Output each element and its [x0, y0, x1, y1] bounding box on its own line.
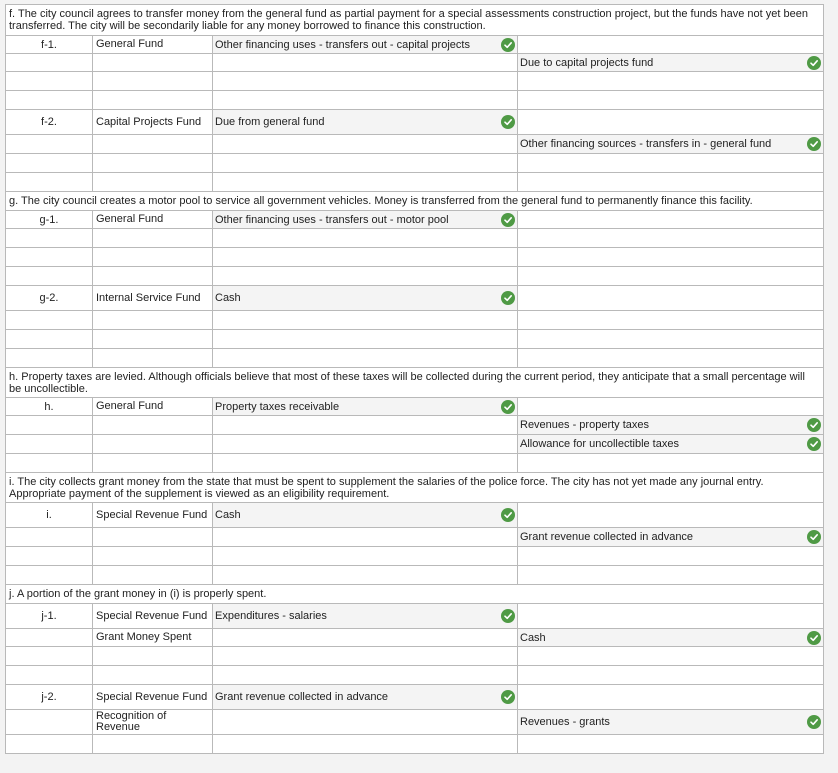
debit-account-value: Other financing uses - transfers out - capital projects [215, 38, 470, 51]
credit-account-value: Cash [520, 631, 546, 644]
credit-account-value: Revenues - grants [520, 716, 610, 728]
entry-label: h. [6, 398, 93, 415]
debit-account-field[interactable] [213, 286, 518, 310]
journal-row [6, 416, 824, 435]
debit-account-field[interactable] [213, 267, 518, 285]
check-circle-icon [807, 56, 821, 70]
check-circle-icon [501, 690, 515, 704]
section-description-h: h. Property taxes are levied. Although officials believe that most of these taxes will be collected during the current period, they anticipate that a small percentage will be uncollectible. [6, 368, 824, 398]
journal-row [6, 547, 824, 566]
credit-account-field[interactable] [518, 286, 824, 310]
check-circle-icon [807, 631, 821, 645]
credit-account-field[interactable] [518, 72, 824, 90]
fund-cell[interactable] [93, 311, 213, 329]
journal-row [6, 248, 824, 267]
debit-account-field[interactable] [213, 349, 518, 367]
check-circle-icon [501, 291, 515, 305]
credit-account-field[interactable] [518, 330, 824, 348]
debit-account-field[interactable] [213, 685, 518, 709]
debit-account-field[interactable] [213, 547, 518, 565]
entry-label: g-1. [6, 211, 93, 228]
check-circle-icon [501, 400, 515, 414]
debit-account-field[interactable] [213, 110, 518, 134]
entry-label [6, 173, 93, 191]
entry-label: i. [6, 503, 93, 527]
credit-account-field[interactable] [518, 91, 824, 109]
fund-cell[interactable]: Special Revenue Fund [93, 604, 213, 628]
credit-account-field[interactable] [518, 566, 824, 584]
fund-cell[interactable]: General Fund [93, 36, 213, 53]
check-circle-icon [501, 38, 515, 52]
credit-account-value: Other financing sources - transfers in - general fund [520, 138, 772, 150]
journal-row [6, 435, 824, 454]
credit-account-field[interactable] [518, 416, 824, 434]
journal-row [6, 154, 824, 173]
entry-label [6, 735, 93, 753]
debit-account-field[interactable] [213, 604, 518, 628]
fund-cell[interactable] [93, 566, 213, 584]
debit-account-value: Due from general fund [215, 116, 325, 128]
entry-label [6, 135, 93, 153]
debit-account-field[interactable] [213, 229, 518, 247]
debit-account-field[interactable] [213, 135, 518, 153]
journal-row [6, 72, 824, 91]
fund-cell[interactable]: Recognition of Revenue [93, 710, 213, 734]
section-description-j: j. A portion of the grant money in (i) is properly spent. [6, 585, 824, 604]
fund-cell[interactable] [93, 735, 213, 753]
entry-label [6, 710, 93, 734]
journal-row [6, 735, 824, 754]
entry-label: f-2. [6, 110, 93, 134]
credit-account-field[interactable] [518, 349, 824, 367]
entry-label: j-2. [6, 685, 93, 709]
fund-cell[interactable] [93, 173, 213, 191]
journal-row [6, 528, 824, 547]
entry-label [6, 91, 93, 109]
entry-label [6, 349, 93, 367]
fund-cell[interactable] [93, 267, 213, 285]
debit-account-field[interactable] [213, 72, 518, 90]
entry-label [6, 416, 93, 434]
journal-row [6, 710, 824, 735]
credit-account-field[interactable] [518, 454, 824, 472]
debit-account-field[interactable] [213, 248, 518, 266]
journal-row [6, 666, 824, 685]
fund-cell[interactable] [93, 330, 213, 348]
journal-row [6, 286, 824, 311]
fund-cell[interactable] [93, 91, 213, 109]
debit-account-value: Cash [215, 509, 241, 521]
debit-account-value: Cash [215, 292, 241, 304]
journal-row [6, 349, 824, 368]
debit-account-field[interactable] [213, 629, 518, 646]
section-description-g: g. The city council creates a motor pool to service all government vehicles. Money is transferred from the general fund to permanently finance this facility. [6, 192, 824, 211]
debit-account-field[interactable] [213, 710, 518, 734]
fund-cell[interactable] [93, 54, 213, 71]
fund-cell[interactable] [93, 135, 213, 153]
journal-row [6, 311, 824, 330]
check-circle-icon [501, 508, 515, 522]
journal-row [6, 267, 824, 286]
debit-account-field[interactable] [213, 211, 518, 228]
check-circle-icon [501, 609, 515, 623]
entry-label [6, 229, 93, 247]
journal-row [6, 135, 824, 154]
fund-cell[interactable] [93, 435, 213, 453]
entry-label [6, 311, 93, 329]
entry-label: g-2. [6, 286, 93, 310]
journal-row [6, 398, 824, 416]
credit-account-field[interactable] [518, 735, 824, 753]
journal-row [6, 566, 824, 585]
fund-cell[interactable] [93, 547, 213, 565]
fund-cell[interactable] [93, 349, 213, 367]
debit-account-field[interactable] [213, 454, 518, 472]
entry-label [6, 566, 93, 584]
credit-account-field[interactable] [518, 710, 824, 734]
fund-cell[interactable] [93, 528, 213, 546]
section-description-i: i. The city collects grant money from the state that must be spent to supplement the salaries of the police force. The city has not yet made any journal entry. Appropriate payment of the supplement is viewed as an eligibility requirement. [6, 473, 824, 503]
entry-label [6, 330, 93, 348]
credit-account-field[interactable] [518, 173, 824, 191]
debit-account-field[interactable] [213, 416, 518, 434]
fund-cell[interactable] [93, 248, 213, 266]
credit-account-field[interactable] [518, 154, 824, 172]
entry-label [6, 666, 93, 684]
section-description-f: f. The city council agrees to transfer money from the general fund as partial payment for a special assessments construction project, but the funds have not yet been transferred. The city will be secondarily liable for any money borrowed to finance this construction. [6, 5, 824, 36]
fund-cell[interactable]: Internal Service Fund [93, 286, 213, 310]
debit-account-field[interactable] [213, 54, 518, 71]
debit-account-field[interactable] [213, 647, 518, 665]
journal-entry-table [5, 4, 824, 754]
entry-label [6, 72, 93, 90]
debit-account-value: Other financing uses - transfers out - motor pool [215, 213, 449, 226]
entry-label [6, 528, 93, 546]
credit-account-field[interactable] [518, 36, 824, 53]
fund-cell[interactable]: Special Revenue Fund [93, 685, 213, 709]
journal-row [6, 330, 824, 349]
journal-row [6, 211, 824, 229]
credit-account-value: Allowance for uncollectible taxes [520, 438, 679, 450]
fund-cell[interactable] [93, 229, 213, 247]
fund-cell[interactable]: Grant Money Spent [93, 629, 213, 646]
journal-row [6, 454, 824, 473]
entry-label [6, 267, 93, 285]
fund-cell[interactable] [93, 647, 213, 665]
debit-account-field[interactable] [213, 566, 518, 584]
credit-account-field[interactable] [518, 547, 824, 565]
journal-row [6, 629, 824, 647]
credit-account-field[interactable] [518, 54, 824, 71]
debit-account-field[interactable] [213, 154, 518, 172]
journal-row [6, 604, 824, 629]
check-circle-icon [807, 418, 821, 432]
entry-label [6, 435, 93, 453]
entry-label [6, 154, 93, 172]
check-circle-icon [807, 530, 821, 544]
credit-account-field[interactable] [518, 398, 824, 415]
credit-account-field[interactable] [518, 248, 824, 266]
credit-account-field[interactable] [518, 135, 824, 153]
debit-account-field[interactable] [213, 435, 518, 453]
credit-account-field[interactable] [518, 666, 824, 684]
fund-cell[interactable]: Capital Projects Fund [93, 110, 213, 134]
journal-row [6, 229, 824, 248]
credit-account-field[interactable] [518, 229, 824, 247]
check-circle-icon [501, 115, 515, 129]
check-circle-icon [501, 213, 515, 227]
fund-cell[interactable]: Special Revenue Fund [93, 503, 213, 527]
entry-label [6, 647, 93, 665]
debit-account-value: Property taxes receivable [215, 400, 340, 413]
journal-row [6, 54, 824, 72]
journal-row [6, 91, 824, 110]
fund-cell[interactable]: General Fund [93, 398, 213, 415]
fund-cell[interactable] [93, 154, 213, 172]
credit-account-field[interactable] [518, 110, 824, 134]
debit-account-field[interactable] [213, 330, 518, 348]
credit-account-field[interactable] [518, 211, 824, 228]
debit-account-value: Expenditures - salaries [215, 610, 327, 622]
entry-label [6, 454, 93, 472]
credit-account-field[interactable] [518, 604, 824, 628]
credit-account-field[interactable] [518, 528, 824, 546]
journal-row [6, 647, 824, 666]
credit-account-field[interactable] [518, 267, 824, 285]
journal-row [6, 503, 824, 528]
fund-cell[interactable] [93, 416, 213, 434]
entry-label [6, 248, 93, 266]
check-circle-icon [807, 437, 821, 451]
debit-account-field[interactable] [213, 503, 518, 527]
entry-label [6, 629, 93, 646]
debit-account-field[interactable] [213, 398, 518, 415]
entry-label: j-1. [6, 604, 93, 628]
credit-account-field[interactable] [518, 685, 824, 709]
debit-account-field[interactable] [213, 311, 518, 329]
debit-account-field[interactable] [213, 173, 518, 191]
fund-cell[interactable] [93, 454, 213, 472]
credit-account-value: Due to capital projects fund [520, 56, 654, 69]
journal-row [6, 36, 824, 54]
check-circle-icon [807, 137, 821, 151]
fund-cell[interactable] [93, 72, 213, 90]
entry-label [6, 547, 93, 565]
credit-account-value: Grant revenue collected in advance [520, 531, 694, 543]
journal-row [6, 685, 824, 710]
fund-cell[interactable]: General Fund [93, 211, 213, 228]
debit-account-field[interactable] [213, 91, 518, 109]
check-circle-icon [807, 715, 821, 729]
debit-account-field[interactable] [213, 528, 518, 546]
entry-label: f-1. [6, 36, 93, 53]
entry-label [6, 54, 93, 71]
credit-account-field[interactable] [518, 647, 824, 665]
debit-account-field[interactable] [213, 36, 518, 53]
debit-account-field[interactable] [213, 666, 518, 684]
credit-account-value: Revenues - property taxes [520, 419, 650, 431]
journal-row [6, 110, 824, 135]
credit-account-field[interactable] [518, 435, 824, 453]
fund-cell[interactable] [93, 666, 213, 684]
credit-account-field[interactable] [518, 503, 824, 527]
credit-account-field[interactable] [518, 311, 824, 329]
journal-row [6, 173, 824, 192]
debit-account-value: Grant revenue collected in advance [215, 691, 389, 703]
credit-account-field[interactable] [518, 629, 824, 646]
debit-account-field[interactable] [213, 735, 518, 753]
